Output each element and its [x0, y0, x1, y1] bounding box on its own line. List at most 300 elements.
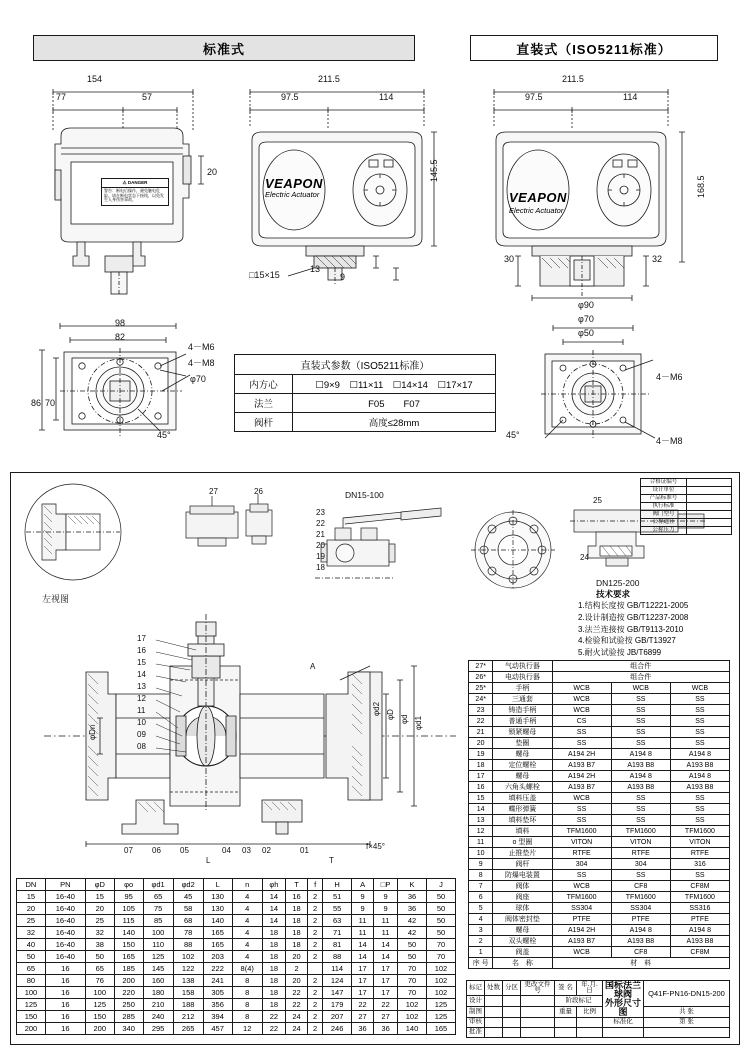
legend-label-5: 公称通径 [641, 519, 687, 527]
dims-header-cell: H [323, 879, 352, 891]
parts-cell-mat3: SS [670, 694, 729, 705]
parts-cell-mat3: CF8M [670, 947, 729, 958]
parts-row [469, 804, 730, 815]
parts-cell-name: 阀座 [493, 892, 552, 903]
dims-cell: 185 [114, 963, 143, 975]
parts-cell-num: 10 [469, 848, 493, 859]
parts-row [469, 903, 730, 914]
parts-cell-name: 球体 [493, 903, 552, 914]
dims-cell: 22 [286, 999, 308, 1011]
dim-30: 30 [504, 254, 515, 264]
parts-cell-num: 1 [469, 947, 493, 958]
parts-header-material: 材 料 [552, 958, 729, 969]
label-dn15-100: DN15-100 [345, 490, 384, 500]
parts-cell-mat2: SS [611, 793, 670, 804]
parts-cell-name: 阀体密封垫 [493, 914, 552, 925]
parts-row [469, 925, 730, 936]
dims-cell: 2 [308, 975, 323, 987]
dims-cell: 18 [286, 915, 308, 927]
tb-row-2: 审核 [467, 1018, 485, 1028]
parts-cell-name: o 型圈 [493, 837, 552, 848]
dims-cell: 16 [45, 1011, 85, 1023]
dims-cell: 14 [262, 903, 285, 915]
dims-cell: 150 [85, 1011, 114, 1023]
dims-cell: 180 [143, 987, 173, 999]
dims-cell: 241 [203, 975, 232, 987]
callout-11: 11 [137, 706, 146, 715]
parts-cell-name: 定位螺栓 [493, 760, 552, 771]
callout-17: 17 [137, 634, 146, 643]
parts-cell-mat2: VITON [611, 837, 670, 848]
dims-cell: 165 [114, 951, 143, 963]
parts-cell-num: 24* [469, 694, 493, 705]
parts-cell-mat3: SS [670, 716, 729, 727]
callout-20: 20 [316, 541, 325, 550]
parts-cell-num: 7 [469, 881, 493, 892]
tb-right-3: 共 张 [644, 1007, 730, 1018]
callout-15: 15 [137, 658, 146, 667]
dims-cell: 125 [17, 999, 46, 1011]
parts-cell-mat1: WCB [552, 694, 611, 705]
dims-header-cell: A [352, 879, 374, 891]
callout-03: 03 [242, 846, 251, 855]
dims-cell: 14 [374, 939, 398, 951]
callout-05: 05 [180, 846, 189, 855]
dims-cell: 457 [203, 1023, 232, 1035]
dims-cell: 14 [352, 939, 374, 951]
label-4-m6-left: 4－M6 [188, 342, 215, 352]
dim-letter-phid: φd [400, 714, 409, 724]
dims-cell: 42 [398, 915, 427, 927]
dims-cell: 16 [45, 999, 85, 1011]
dims-cell: 20 [17, 903, 46, 915]
parts-cell-mat2: SS [611, 705, 670, 716]
dim-97-5-mid: 97.5 [281, 92, 299, 102]
tb-right-1: 重量 [555, 1007, 577, 1018]
parts-row [469, 848, 730, 859]
parts-cell-name: 垫圈 [493, 738, 552, 749]
iso-table-title: 直装式参数（ISO5211标准） [235, 355, 496, 375]
dim-211-5-mid: 211.5 [318, 74, 340, 84]
dims-cell: 25 [85, 915, 114, 927]
dims-cell: 50 [426, 903, 455, 915]
parts-cell-mat3: SS [670, 793, 729, 804]
parts-cell-num: 27* [469, 661, 493, 672]
parts-cell-mat3: WCB [670, 683, 729, 694]
parts-row [469, 661, 730, 672]
parts-cell-mat3: SS [670, 815, 729, 826]
dims-header-cell: T [286, 879, 308, 891]
parts-cell-mat2: TFM1600 [611, 826, 670, 837]
drawing-code: Q41F-PN16-DN15-200 [644, 981, 730, 1007]
dims-cell: 150 [17, 1011, 46, 1023]
tech-note-2: 3.法兰连接按 GB/T9113-2010 [578, 624, 684, 634]
legend-value-4 [687, 511, 732, 519]
dims-cell: 22 [352, 999, 374, 1011]
parts-cell-name: 六角头螺栓 [493, 782, 552, 793]
dims-cell: 16 [45, 963, 85, 975]
parts-cell-name: 三通套 [493, 694, 552, 705]
dims-cell: 81 [323, 939, 352, 951]
dims-cell: 4 [232, 891, 262, 903]
parts-cell-mat1: 组合件 [552, 661, 729, 672]
dims-cell: 102 [398, 999, 427, 1011]
callout-06: 06 [152, 846, 161, 855]
dim-letter-phid1: φd1 [414, 715, 423, 730]
dims-header-cell: f [308, 879, 323, 891]
dims-cell: 70 [398, 975, 427, 987]
dims-row [17, 987, 456, 999]
parts-row [469, 870, 730, 881]
dims-cell: 188 [173, 999, 203, 1011]
label-dn125-200: DN125-200 [596, 578, 640, 588]
dims-cell: 22 [374, 999, 398, 1011]
legend-label-6: 公称压力 [641, 527, 687, 535]
dims-cell: 102 [426, 963, 455, 975]
parts-cell-mat3: SS [670, 738, 729, 749]
dims-header-cell: φo [114, 879, 143, 891]
dims-cell: 100 [85, 987, 114, 999]
danger-label [101, 178, 169, 206]
dims-cell: 17 [352, 975, 374, 987]
parts-cell-mat3: SS [670, 727, 729, 738]
callout-09: 09 [137, 730, 146, 739]
dims-cell: 2 [308, 987, 323, 999]
parts-row [469, 815, 730, 826]
tech-note-1: 2.设计制造按 GB/T12237-2008 [578, 612, 689, 622]
callout-14: 14 [137, 670, 146, 679]
callout-21: 21 [316, 530, 325, 539]
dims-header-cell: φd2 [173, 879, 203, 891]
dims-cell: 65 [85, 963, 114, 975]
dims-cell: 200 [17, 1023, 46, 1035]
dim-letter-T: T [329, 856, 334, 865]
parts-cell-mat3: A193 B8 [670, 760, 729, 771]
legend-value-5 [687, 519, 732, 527]
legend-value-0 [687, 479, 732, 487]
dims-header-cell: n [232, 879, 262, 891]
parts-cell-mat1: A193 B7 [552, 936, 611, 947]
tb-cell-4: 签 名 [555, 981, 577, 996]
dims-cell: 147 [323, 987, 352, 999]
dims-cell: 2 [308, 1011, 323, 1023]
tb-right-0: 阶段标记 [555, 996, 603, 1007]
panel-title-standard: 标准式 [33, 35, 415, 61]
dims-cell: 50 [426, 927, 455, 939]
parts-cell-mat1: A193 B7 [552, 760, 611, 771]
dims-cell: 22 [286, 987, 308, 999]
parts-cell-mat1: VITON [552, 837, 611, 848]
dims-cell: 9 [374, 891, 398, 903]
parts-cell-mat1: WCB [552, 705, 611, 716]
dims-cell: 18 [286, 903, 308, 915]
iso-row-label-0: 内方心 [235, 375, 293, 394]
parts-cell-mat1: 组合件 [552, 672, 729, 683]
parts-cell-num: 13 [469, 815, 493, 826]
dim-13: 13 [310, 264, 321, 274]
parts-cell-num: 14 [469, 804, 493, 815]
dims-cell: 16-40 [45, 915, 85, 927]
legend-label-1: 设计单位 [641, 487, 687, 495]
dims-cell: 246 [323, 1023, 352, 1035]
dims-cell: 11 [352, 927, 374, 939]
dims-cell: 18 [262, 999, 285, 1011]
parts-cell-mat2: CF8 [611, 947, 670, 958]
tb-cell-5: 年.月.日 [577, 981, 603, 996]
legend-value-1 [687, 487, 732, 495]
parts-row [469, 760, 730, 771]
iso-row-value-0: ☐9×9 ☐11×11 ☐14×14 ☐17×17 [293, 375, 496, 394]
parts-cell-num: 5 [469, 903, 493, 914]
dim-phi90: φ90 [578, 300, 594, 310]
parts-cell-mat1: PTFE [552, 914, 611, 925]
dims-cell: 14 [262, 891, 285, 903]
dims-header-cell: L [203, 879, 232, 891]
dims-cell: 24 [286, 1011, 308, 1023]
callout-10: 10 [137, 718, 146, 727]
dims-cell: 2 [308, 999, 323, 1011]
dims-cell: 65 [143, 891, 173, 903]
dims-cell: 80 [17, 975, 46, 987]
dims-cell: 85 [143, 915, 173, 927]
parts-cell-mat1: WCB [552, 683, 611, 694]
dims-cell: 8 [232, 999, 262, 1011]
dims-cell: 4 [232, 903, 262, 915]
dims-cell: 100 [17, 987, 46, 999]
dim-9: 9 [340, 272, 346, 282]
dim-98: 98 [115, 318, 126, 328]
parts-cell-mat3: TFM1600 [670, 826, 729, 837]
parts-row [469, 782, 730, 793]
dims-cell: 9 [352, 891, 374, 903]
parts-cell-mat3: TFM1600 [670, 892, 729, 903]
dims-cell: 207 [323, 1011, 352, 1023]
dim-211-5-iso: 211.5 [562, 74, 584, 84]
dims-cell: 36 [374, 1023, 398, 1035]
dims-cell: 15 [85, 891, 114, 903]
tb-cell-1: 处数 [485, 981, 503, 996]
dims-cell: 58 [173, 903, 203, 915]
tb-row-3: 标准化 [603, 1018, 644, 1028]
parts-cell-name: 螺母 [493, 925, 552, 936]
parts-cell-name: 填料 [493, 826, 552, 837]
parts-row [469, 705, 730, 716]
dims-cell: 18 [262, 951, 285, 963]
brand-sub-mid: Electric Actuator [265, 190, 320, 199]
dims-cell: 122 [173, 963, 203, 975]
parts-cell-mat2: A193 B8 [611, 936, 670, 947]
parts-cell-mat1: SS [552, 870, 611, 881]
dims-cell: 51 [323, 891, 352, 903]
dim-20: 20 [207, 167, 218, 177]
parts-cell-name: 铸造手柄 [493, 705, 552, 716]
dims-cell: 200 [85, 1023, 114, 1035]
parts-cell-name: 蝶形弹簧 [493, 804, 552, 815]
parts-cell-mat1: SS [552, 815, 611, 826]
dims-cell: 45 [173, 891, 203, 903]
dims-cell: 250 [114, 999, 143, 1011]
dims-cell: 130 [203, 903, 232, 915]
label-4-m6-iso: 4－M6 [656, 372, 683, 382]
legend-label-4: 阀门型号 [641, 511, 687, 519]
dims-cell: 165 [203, 927, 232, 939]
parts-cell-num: 12 [469, 826, 493, 837]
parts-cell-name: 普通手柄 [493, 716, 552, 727]
dim-letter-phid2: φd2 [372, 701, 381, 716]
parts-cell-mat1: WCB [552, 947, 611, 958]
label-4-m8-iso: 4－M8 [656, 436, 683, 446]
dim-145-5: 145.5 [429, 159, 439, 182]
dims-cell: 70 [426, 951, 455, 963]
dims-row [17, 1011, 456, 1023]
dims-cell: 76 [85, 975, 114, 987]
parts-cell-name: 阀体 [493, 881, 552, 892]
parts-row [469, 716, 730, 727]
parts-cell-mat1: SS [552, 738, 611, 749]
parts-cell-mat1: WCB [552, 793, 611, 804]
parts-cell-mat2: SS [611, 870, 670, 881]
label-4-m8-left: 4－M8 [188, 358, 215, 368]
parts-row [469, 892, 730, 903]
dims-cell: 14 [262, 915, 285, 927]
dims-cell: 2 [308, 951, 323, 963]
brand-sub-iso: Electric Actuator [509, 206, 564, 215]
parts-row [469, 947, 730, 958]
dims-cell: 70 [398, 963, 427, 975]
dim-phi50-iso: φ50 [578, 328, 594, 338]
parts-cell-name: 防爆电装置 [493, 870, 552, 881]
dims-cell: 50 [398, 951, 427, 963]
flange-end-view [468, 508, 558, 594]
dim-82: 82 [115, 332, 126, 342]
dims-cell: 2 [308, 915, 323, 927]
parts-cell-mat1: A194 2H [552, 771, 611, 782]
parts-cell-mat2: SS304 [611, 903, 670, 914]
dims-cell: 75 [143, 903, 173, 915]
dims-cell: 102 [426, 987, 455, 999]
parts-cell-name: 手柄 [493, 683, 552, 694]
dims-cell: 8 [232, 975, 262, 987]
dims-cell: 16-40 [45, 903, 85, 915]
iso-parameter-table [234, 354, 496, 432]
tech-note-4: 5.耐火试验按 JB/T6899 [578, 647, 662, 657]
dims-cell: 265 [173, 1023, 203, 1035]
parts-cell-num: 20 [469, 738, 493, 749]
tb-right-2: 比例 [577, 1007, 603, 1018]
dims-cell: 140 [114, 927, 143, 939]
dims-cell: 20 [286, 975, 308, 987]
dims-cell: 27 [352, 1011, 374, 1023]
dims-cell: 95 [114, 891, 143, 903]
parts-cell-mat1: A193 B7 [552, 782, 611, 793]
callout-07: 07 [124, 846, 133, 855]
dims-row [17, 975, 456, 987]
parts-cell-num: 22 [469, 716, 493, 727]
dims-cell: 8 [232, 987, 262, 999]
dims-cell: 140 [203, 915, 232, 927]
dims-cell: 130 [203, 891, 232, 903]
dims-cell: 20 [286, 951, 308, 963]
dims-row [17, 927, 456, 939]
parts-row [469, 837, 730, 848]
dims-cell: 15 [17, 891, 46, 903]
dims-cell: 179 [323, 999, 352, 1011]
dims-cell: 68 [173, 915, 203, 927]
dims-row [17, 999, 456, 1011]
dims-cell: 42 [398, 927, 427, 939]
dims-cell: 2 [308, 1023, 323, 1035]
dims-cell: 55 [323, 903, 352, 915]
parts-row [469, 727, 730, 738]
dims-cell: 50 [85, 951, 114, 963]
dims-header-cell: K [398, 879, 427, 891]
dims-cell: 17 [352, 963, 374, 975]
dims-cell: 165 [203, 939, 232, 951]
legend-label-2: 产品标准号 [641, 495, 687, 503]
dims-cell: 36 [398, 891, 427, 903]
parts-cell-mat1: SS [552, 804, 611, 815]
dims-cell: 2 [308, 903, 323, 915]
dims-cell: 16 [286, 891, 308, 903]
parts-cell-mat1: A194 2H [552, 749, 611, 760]
dims-cell: 220 [114, 987, 143, 999]
dims-cell: 240 [143, 1011, 173, 1023]
dims-cell: 305 [203, 987, 232, 999]
parts-cell-name: 阀盖 [493, 947, 552, 958]
dims-cell: 145 [143, 963, 173, 975]
parts-cell-mat2: A194 8 [611, 771, 670, 782]
dims-cell: 18 [286, 939, 308, 951]
parts-cell-num: 21 [469, 727, 493, 738]
dimensions-table [16, 878, 456, 1035]
parts-cell-mat2: SS [611, 716, 670, 727]
dims-cell: 160 [143, 975, 173, 987]
parts-cell-mat3: A193 B8 [670, 936, 729, 947]
parts-header-num: 序 号 [469, 958, 493, 969]
parts-cell-num: 17 [469, 771, 493, 782]
dims-cell: 18 [262, 963, 285, 975]
dims-cell: 8 [232, 1011, 262, 1023]
callout-27: 27 [209, 487, 218, 496]
callout-01: 01 [300, 846, 309, 855]
dims-cell: 11 [374, 915, 398, 927]
dims-cell: 125 [426, 1011, 455, 1023]
parts-cell-name: 填料垫环 [493, 815, 552, 826]
technical-requirements [578, 588, 738, 658]
dims-cell: 16 [45, 1023, 85, 1035]
top-accessory-assemblies [168, 492, 288, 554]
callout-23: 23 [316, 508, 325, 517]
parts-cell-mat3: VITON [670, 837, 729, 848]
dims-cell: 18 [262, 987, 285, 999]
callout-12: 12 [137, 694, 146, 703]
dims-cell: 212 [173, 1011, 203, 1023]
dims-cell: 210 [143, 999, 173, 1011]
dim-letter-phiD: φD [386, 709, 395, 720]
dims-cell: 11 [352, 915, 374, 927]
tb-cell-2: 分区 [503, 981, 521, 996]
callout-13: 13 [137, 682, 146, 691]
dims-cell: 63 [323, 915, 352, 927]
iso-row-label-2: 阀杆 [235, 413, 293, 432]
parts-list-table [468, 660, 730, 969]
dims-cell: 4 [232, 927, 262, 939]
parts-cell-mat2: A194 8 [611, 749, 670, 760]
dims-cell: 4 [232, 951, 262, 963]
title-block [466, 980, 730, 1038]
parts-cell-num: 3 [469, 925, 493, 936]
dims-cell: 115 [114, 915, 143, 927]
